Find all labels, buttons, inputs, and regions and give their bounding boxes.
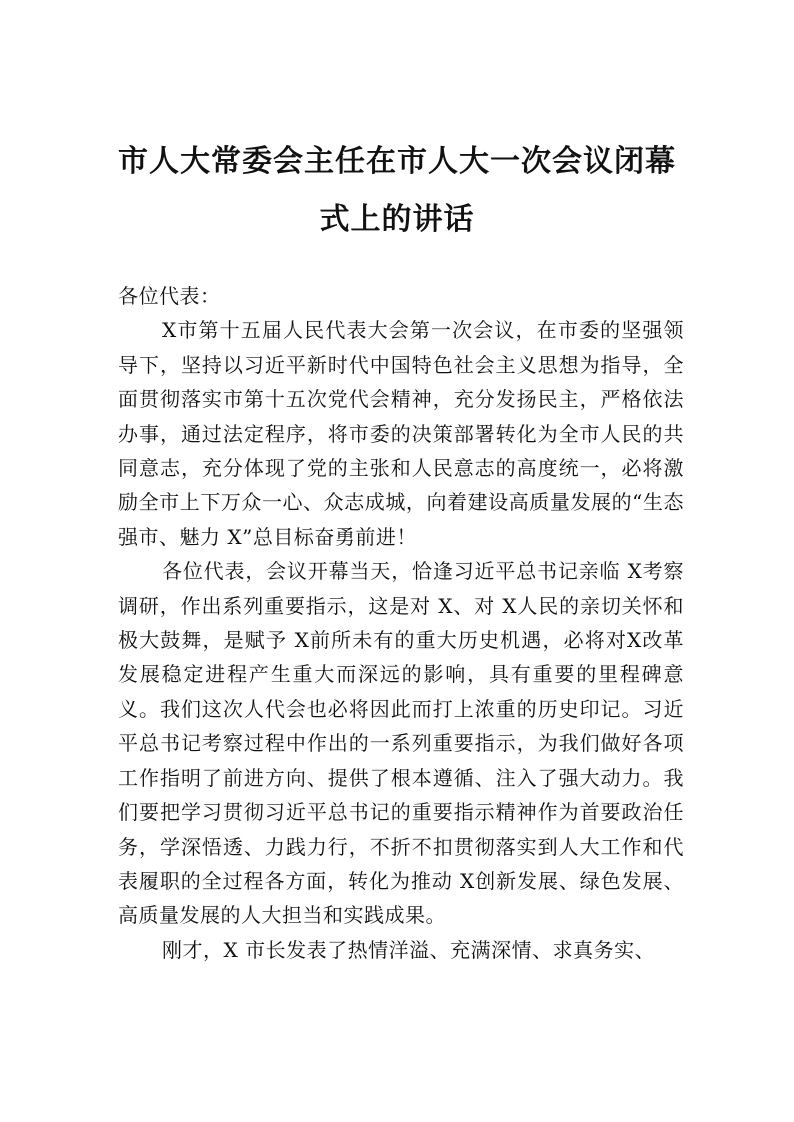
paragraph: X市第十五届人民代表大会第一次会议，在市委的坚强领导下，坚持以习近平新时代中国特色社会主义思想为指导，全面贯彻落实市第十五次党代会精神，充分发扬民主，严格依法办事，通过法定程序，将市委的决策部署转化为全市人民的共同意志，充分体现了党的主张和人民意志的高度统一，必将激励全市上下万众一心、众志成城，向着建设高质量发展的“生态强市、魅力 X”总目标奋勇前进！ [118,318,684,549]
salutation: 各位代表： [118,284,221,308]
document-title-line-1: 市人大常委会主任在市人大一次会议闭幕 [118,144,676,179]
paragraph: 刚才，X 市长发表了热情洋溢、充满深情、求真务实、 [162,937,656,962]
document-body [118,279,684,967]
document-title-line-2: 式上的讲话 [319,202,475,237]
paragraph: 各位代表，会议开幕当天，恰逢习近平总书记亲临 X考察调研，作出系列重要指示，这是对 X、对 X人民的亲切关怀和极大鼓舞，是赋予 X前所未有的重大历史机遇，必将对X改革发展稳定进程产生重大而深远的影响，具有重要的里程碑意义。我们这次人代会也必将因此而打上浓重的历史印记。习近平总书记考察过程中作出的一系列重要指示，为我们做好各项工作指明了前进方向、提供了根本遵循、注入了强大动力。我们要把学习贯彻习近平总书记的重要指示精神作为首要政治任务，学深悟透、力践力行，不折不扣贯彻落实到人大工作和代表履职的全过程各方面，转化为推动 X创新发展、绿色发展、高质量发展的人大担当和实践成果。 [118,559,684,928]
